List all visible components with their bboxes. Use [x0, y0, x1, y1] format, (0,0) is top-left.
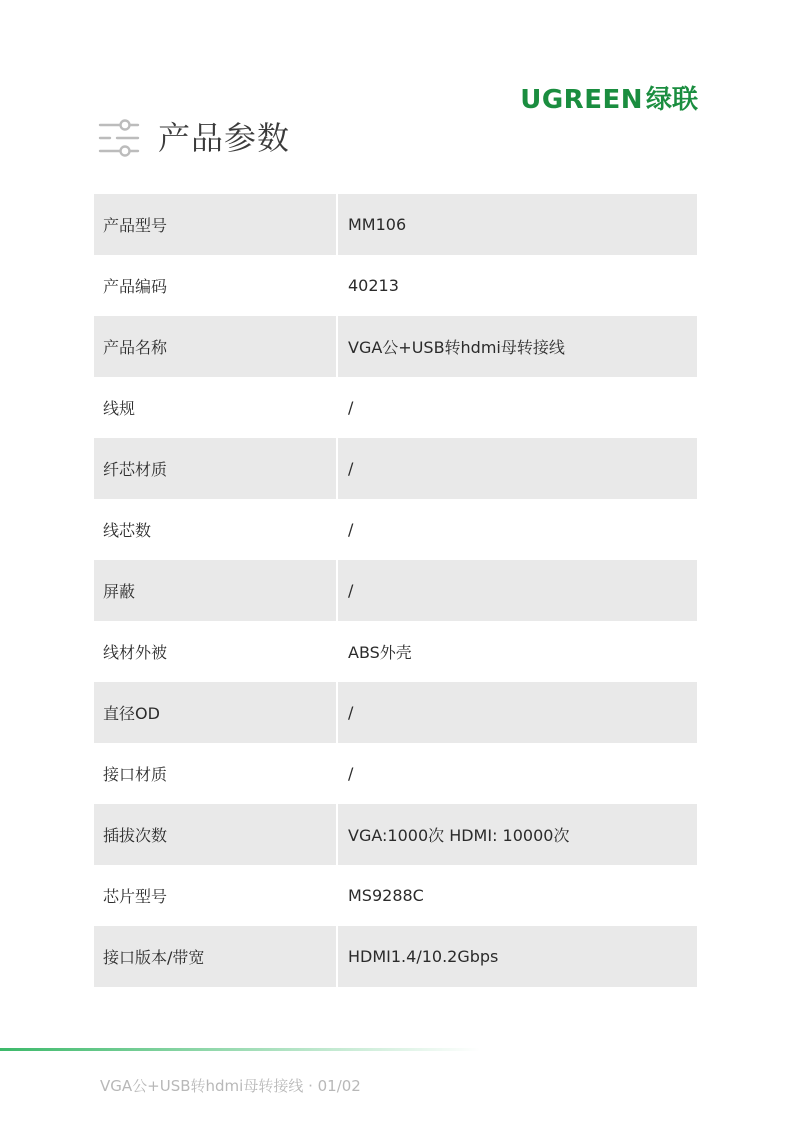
spec-label: 插拔次数	[103, 826, 168, 845]
section-header	[98, 114, 290, 162]
spec-row	[94, 560, 697, 621]
spec-label: 屏蔽	[103, 582, 136, 601]
spec-value: /	[348, 398, 354, 417]
spec-row	[94, 621, 697, 682]
brand-name-cn: 绿联	[645, 85, 698, 115]
spec-label: 纤芯材质	[103, 460, 168, 479]
spec-label: 产品编码	[103, 277, 168, 296]
spec-row	[94, 682, 697, 743]
spec-label: 接口版本/带宽	[103, 948, 205, 967]
spec-row	[94, 804, 697, 865]
spec-label: 线芯数	[103, 521, 152, 540]
brand-logo	[480, 82, 698, 121]
spec-value: HDMI1.4/10.2Gbps	[336, 926, 697, 987]
spec-table	[94, 194, 697, 987]
spec-label: 产品型号	[103, 216, 168, 235]
page-title: 产品参数	[158, 119, 291, 157]
spec-label: 接口材质	[103, 765, 168, 784]
spec-value: /	[336, 682, 697, 743]
spec-label: 产品名称	[103, 338, 168, 357]
spec-row	[94, 499, 697, 560]
footer-page-label: VGA公+USB转hdmi母转接线 · 01/02	[100, 1077, 361, 1095]
brand-name-en: UGREEN	[520, 85, 643, 115]
spec-value: VGA公+USB转hdmi母转接线	[336, 316, 697, 377]
spec-label: 芯片型号	[103, 887, 168, 906]
spec-value: /	[336, 560, 697, 621]
spec-row	[94, 377, 697, 438]
sliders-icon	[98, 117, 140, 159]
spec-value: VGA:1000次 HDMI: 10000次	[336, 804, 697, 865]
spec-label: 线材外被	[103, 643, 168, 662]
spec-row	[94, 438, 697, 499]
spec-value: /	[348, 520, 354, 539]
spec-value: 40213	[348, 276, 399, 295]
spec-value: MM106	[336, 194, 697, 255]
spec-row	[94, 743, 697, 804]
spec-value: /	[336, 438, 697, 499]
spec-value: ABS外壳	[348, 643, 412, 662]
footer-divider	[0, 1048, 480, 1051]
spec-label: 直径OD	[103, 704, 160, 723]
spec-row	[94, 926, 697, 987]
spec-row	[94, 194, 697, 255]
spec-row	[94, 865, 697, 926]
spec-row	[94, 255, 697, 316]
spec-value: /	[348, 764, 354, 783]
spec-value: MS9288C	[348, 886, 424, 905]
spec-label: 线规	[103, 399, 136, 418]
spec-row	[94, 316, 697, 377]
